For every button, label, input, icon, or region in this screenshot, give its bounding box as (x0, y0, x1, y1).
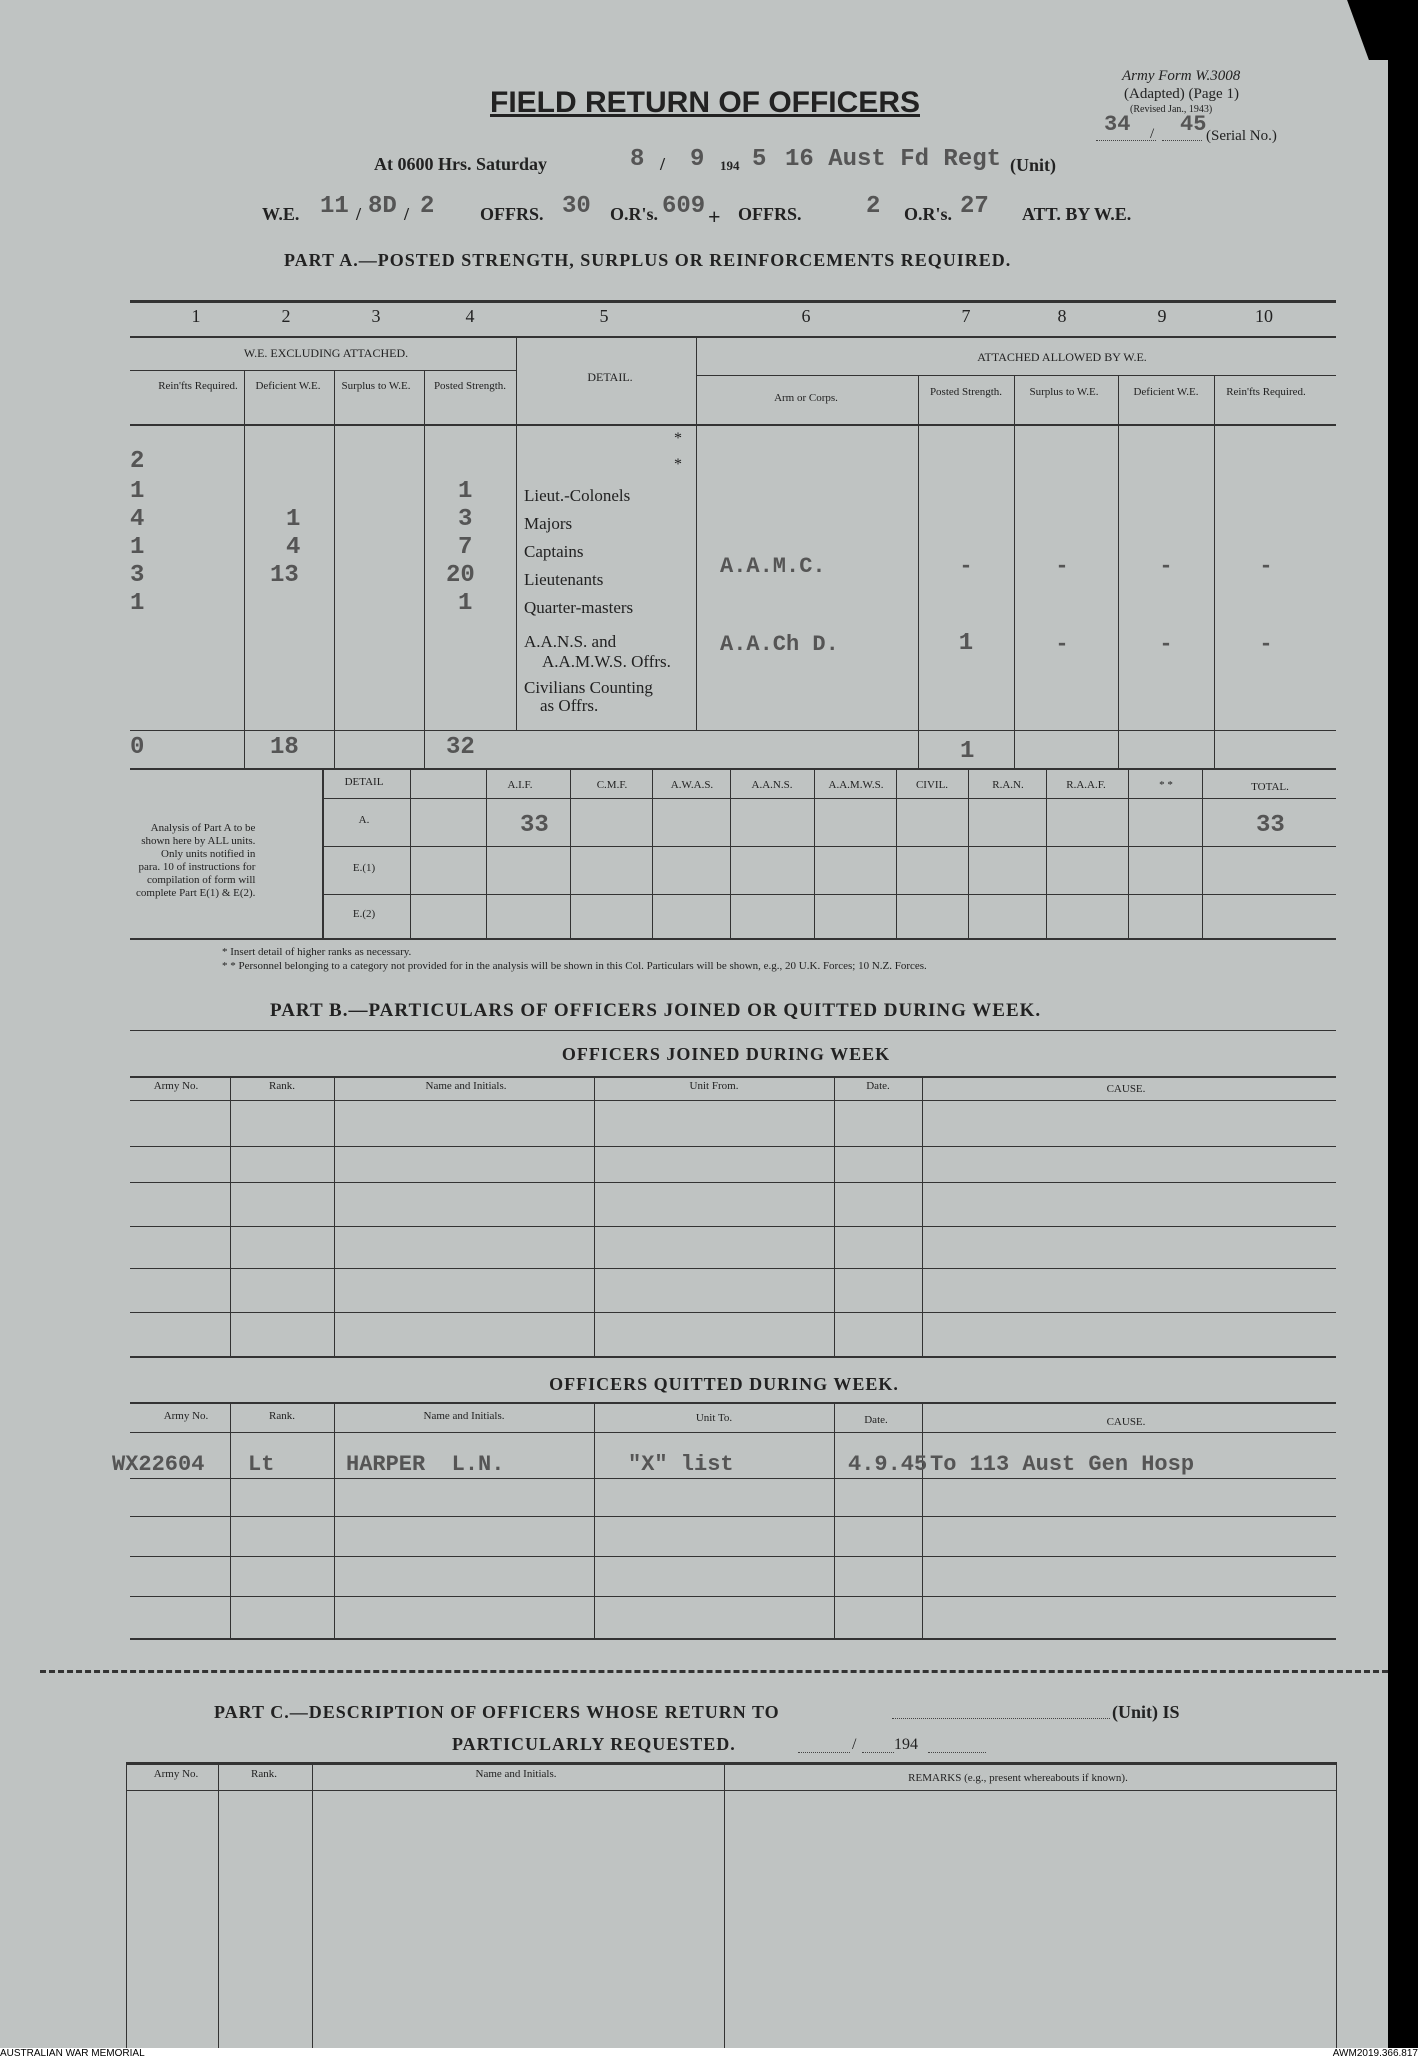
unit-cell: "X" list (628, 1452, 734, 1477)
aamc-value: - (1259, 554, 1273, 579)
offrs2-value: 2 (866, 193, 881, 220)
col1-value: 2 (130, 448, 145, 475)
col-number: 4 (465, 306, 475, 326)
col2-value: 13 (270, 562, 299, 589)
tear-line (40, 1670, 1388, 1673)
month-value: 9 (690, 146, 705, 173)
day-value: 8 (630, 146, 645, 173)
joined-header: Name and Initials. (425, 1080, 507, 1092)
analysis-header: A.I.F. (507, 779, 533, 791)
unit-name: 16 Aust Fd Regt (785, 146, 1002, 173)
quitted-header: Rank. (269, 1410, 295, 1422)
chd-value: 1 (958, 630, 974, 657)
col-number: 3 (371, 306, 381, 326)
part-b-title: PART B.—PARTICULARS OF OFFICERS JOINED OR QUITTED DURING WEEK. (270, 1000, 1042, 1021)
part-c-header: Name and Initials. (475, 1768, 557, 1780)
quitted-header: Unit To. (695, 1412, 733, 1424)
aamc-value: - (1055, 554, 1069, 579)
plus-sign: + (708, 204, 721, 229)
header-posted: Posted Strength. (433, 380, 507, 392)
adapted-label: (Adapted) (Page 1) (1124, 86, 1239, 102)
corner-tab (1347, 0, 1418, 60)
analysis-header: DETAIL (344, 776, 384, 788)
header-arm-corps: Arm or Corps. (774, 392, 838, 404)
col4-value: 3 (458, 506, 473, 533)
detail-header: DETAIL. (587, 370, 633, 384)
analysis-total-value: 33 (1256, 812, 1285, 839)
analysis-row-label: A. (358, 814, 370, 826)
analysis-note: Analysis of Part A to be shown here by ALL units. Only units notified in para. 10 of instructions for compilation of form will complete Part E(1) & E(2). (136, 822, 256, 899)
header-att-reinfts: Rein'fts Required. (1226, 386, 1306, 398)
footnote: * * Personnel belonging to a category not provided for in the analysis will be shown in this Col. Particulars will be shown, e.g., 20 U.K. Forces; 10 N.Z. Forces. (222, 960, 927, 972)
part-c-unit-label: (Unit) IS (1112, 1702, 1180, 1722)
part-c-header: REMARKS (e.g., present whereabouts if known). (908, 1772, 1128, 1784)
we-a: 11 (320, 193, 349, 220)
part-a-title: PART A.—POSTED STRENGTH, SURPLUS OR REINFORCEMENTS REQUIRED. (284, 250, 1012, 270)
rank-label: Civilians Counting (524, 678, 653, 697)
rank-label: Captains (524, 542, 584, 561)
page-title: FIELD RETURN OF OFFICERS (490, 86, 920, 119)
archive-footer (0, 2048, 1418, 2061)
header-att-surplus: Surplus to W.E. (1029, 386, 1099, 398)
total-col2: 18 (270, 734, 299, 761)
col-number: 7 (961, 306, 971, 326)
corps-value: A.A.M.C. (720, 554, 826, 579)
chd-value: - (1055, 632, 1069, 657)
ors2-value: 27 (960, 193, 989, 220)
attached-allowed-header: ATTACHED ALLOWED BY W.E. (977, 350, 1147, 364)
star-mark: * (674, 456, 682, 473)
col-number: 1 (191, 306, 201, 326)
col4-value: 7 (458, 534, 473, 561)
col-number: 8 (1057, 306, 1067, 326)
rank-label: A.A.M.W.S. Offrs. (542, 652, 671, 671)
col1-value: 1 (130, 590, 145, 617)
offrs-label: OFFRS. (480, 204, 544, 224)
analysis-header: A.A.N.S. (751, 779, 793, 791)
rank-label: Lieut.-Colonels (524, 486, 631, 505)
year-suffix: 5 (752, 146, 767, 173)
col4-value: 1 (458, 590, 473, 617)
date-cell: 4.9.45 (848, 1452, 928, 1477)
analysis-header: R.A.N. (992, 779, 1024, 791)
we-excluding-header: W.E. EXCLUDING ATTACHED. (243, 346, 409, 360)
col-number: 2 (281, 306, 291, 326)
quitted-header: CAUSE. (1106, 1416, 1146, 1428)
joined-title: OFFICERS JOINED DURING WEEK (561, 1044, 891, 1064)
serial-no-label: (Serial No.) (1206, 128, 1277, 144)
header-att-deficient: Deficient W.E. (1133, 386, 1199, 398)
rank-cell: Lt (248, 1452, 275, 1477)
joined-header: Unit From. (689, 1080, 739, 1092)
analysis-header: CIVIL. (915, 779, 949, 791)
rank-label: A.A.N.S. and (524, 632, 617, 651)
joined-header: CAUSE. (1106, 1083, 1146, 1095)
star-mark: * (674, 430, 682, 447)
col2-value: 1 (286, 506, 301, 533)
at-time-label: At 0600 Hrs. Saturday (374, 154, 548, 174)
col4-value: 1 (458, 478, 473, 505)
header-reinfts: Rein'fts Required. (158, 380, 238, 392)
quitted-header: Date. (864, 1414, 888, 1426)
col1-value: 4 (130, 506, 145, 533)
ors2-label: O.R's. (904, 204, 953, 224)
total-col7: 1 (960, 738, 975, 765)
revised-label: (Revised Jan., 1943) (1130, 104, 1213, 115)
ors-value: 609 (662, 193, 706, 220)
army-form-label: Army Form W.3008 (1122, 68, 1241, 84)
att-label: ATT. BY W.E. (1022, 204, 1132, 224)
col-number: 9 (1157, 306, 1167, 326)
ors-label: O.R's. (610, 204, 659, 224)
col-number: 10 (1255, 306, 1273, 326)
total-col1: 0 (130, 734, 145, 761)
rank-label: Majors (524, 514, 573, 533)
analysis-header: * * (1159, 779, 1173, 791)
rank-label: Lieutenants (524, 570, 604, 589)
year-prefix: 194 (720, 158, 740, 173)
header-att-posted: Posted Strength. (929, 386, 1003, 398)
joined-header: Army No. (153, 1080, 199, 1092)
header-surplus: Surplus to W.E. (341, 380, 411, 392)
part-c-year: 194 (894, 1736, 918, 1753)
quitted-title: OFFICERS QUITTED DURING WEEK. (549, 1374, 899, 1394)
footer-left: AUSTRALIAN WAR MEMORIAL (0, 2048, 145, 2059)
col1-value: 3 (130, 562, 145, 589)
chd-value: - (1259, 632, 1273, 657)
part-c-header: Rank. (251, 1768, 277, 1780)
cause-cell: To 113 Aust Gen Hosp (930, 1452, 1195, 1477)
aamc-value: - (959, 554, 973, 579)
quitted-header: Name and Initials. (423, 1410, 505, 1422)
joined-header: Date. (866, 1080, 890, 1092)
part-c-title: PART C.—DESCRIPTION OF OFFICERS WHOSE RETURN TO (214, 1702, 780, 1722)
part-c-header: Army No. (153, 1768, 199, 1780)
col1-value: 1 (130, 534, 145, 561)
chd-value: - (1159, 632, 1173, 657)
footnote: * Insert detail of higher ranks as necessary. (222, 946, 412, 958)
we-b: 8D (368, 193, 397, 220)
analysis-row-label: E.(2) (352, 908, 376, 920)
unit-label: (Unit) (1010, 155, 1056, 175)
col1-value: 1 (130, 478, 145, 505)
analysis-header: A.W.A.S. (670, 779, 714, 791)
col-number: 5 (599, 306, 609, 326)
part-c-requested: PARTICULARLY REQUESTED. (452, 1734, 736, 1754)
total-col4: 32 (446, 734, 475, 761)
serial-b: 45 (1180, 112, 1207, 137)
we-label: W.E. (262, 204, 300, 224)
serial-a: 34 (1104, 112, 1131, 137)
aamc-value: - (1159, 554, 1173, 579)
army-no-cell: WX22604 (112, 1452, 205, 1477)
col4-value: 20 (446, 562, 475, 589)
analysis-aif-value: 33 (520, 812, 549, 839)
analysis-header: TOTAL. (1251, 781, 1289, 793)
offrs2-label: OFFRS. (738, 204, 802, 224)
analysis-header: C.M.F. (596, 779, 628, 791)
form-sheet: Army Form W.3008 (Adapted) (Page 1) (Revised Jan., 1943) 34 45 / (Serial No.) FIELD RETURN OF OFFICERS At 0600 Hrs. Saturday 8 / 9 194 5 16 Aust Fd Regt (Unit) W.E. 11 / 8D / 2 OFFRS. 30 O.R's. 609 + OFFRS. 2 O.R's. 27 ATT. BY W.E. PART A.—POSTED STRENGTH, SURPLUS OR REINFORCEMENTS REQUIRED. 1 2 3 4 5 6 7 8 9 10 W.E. EXCLUDING ATTACHED. ATTACHED ALLOWED BY W.E. DETAIL. Rein'fts Required. Deficient W.E. Surplus to W.E. Posted Strength. Arm or Corps. Posted Strength. Surplus to W.E. Deficient W.E. Rein'fts Required. * * 2 1 4 1 3 1 1 4 13 1 3 7 20 1 Lieut.-Colonels Majors Captains Lieutenants Quarter-masters A.A.N.S. and A.A.M.W.S. Offrs. Civilians Counting as Offrs. A.A.M.C. A.A.Ch D. - - - - 1 - - - 0 18 32 1 Analysis of Part A to be shown here by ALL units. Only units notified in para. 10 of instructions for compilation of form will complete Part E(1) & E(2). DETAIL A.I.F. C.M.F. A.W.A.S. A.A.N.S. A.A.M.W.S. CIVIL. R.A.N. R.A.A.F. * * TOTAL. A. E.(1) E.(2) 33 33 * Insert detail of higher ranks as necessary. * * Personnel belonging to a category not provided for in the analysis will be shown in this Col. Particulars will be shown, e.g., 20 U.K. Forces; 10 N.Z. Forces. PART B.—PARTICULARS OF OFFICERS JOINED OR QUITTED DURING WEEK. OFFICERS JOINED DURING WEEK Army No. Rank. Name and Initials. Unit From. Date. CAUSE. OFFICERS QUITTED DURING WEEK. Army No. Rank. Name and Initials. Unit To. Date. CAUSE. WX22604 Lt HARPER L.N. "X" list 4.9.45 To 113 Aust Gen Hosp PART C.—DESCRIPTION OF OFFICERS WHOSE RETURN TO (Unit) IS PARTICULARLY REQUESTED. / 194 Army No. Rank. Name and Initials. REMARKS (e.g., present whereabouts if known). (0, 0, 1388, 2048)
rank-label: Quarter-masters (524, 598, 634, 617)
analysis-row-label: E.(1) (352, 862, 376, 874)
col-number: 6 (801, 306, 811, 326)
rank-label: as Offrs. (540, 696, 599, 715)
we-c: 2 (420, 193, 435, 220)
offrs-value: 30 (562, 193, 591, 220)
col2-value: 4 (286, 534, 301, 561)
joined-header: Rank. (269, 1080, 295, 1092)
name-cell: HARPER L.N. (346, 1452, 505, 1477)
header-deficient: Deficient W.E. (255, 380, 321, 392)
footer-right: AWM2019.366.817 (1332, 2048, 1418, 2059)
corps-value: A.A.Ch D. (720, 632, 839, 657)
quitted-header: Army No. (163, 1410, 209, 1422)
analysis-header: A.A.M.W.S. (828, 779, 884, 791)
analysis-header: R.A.A.F. (1066, 779, 1106, 791)
